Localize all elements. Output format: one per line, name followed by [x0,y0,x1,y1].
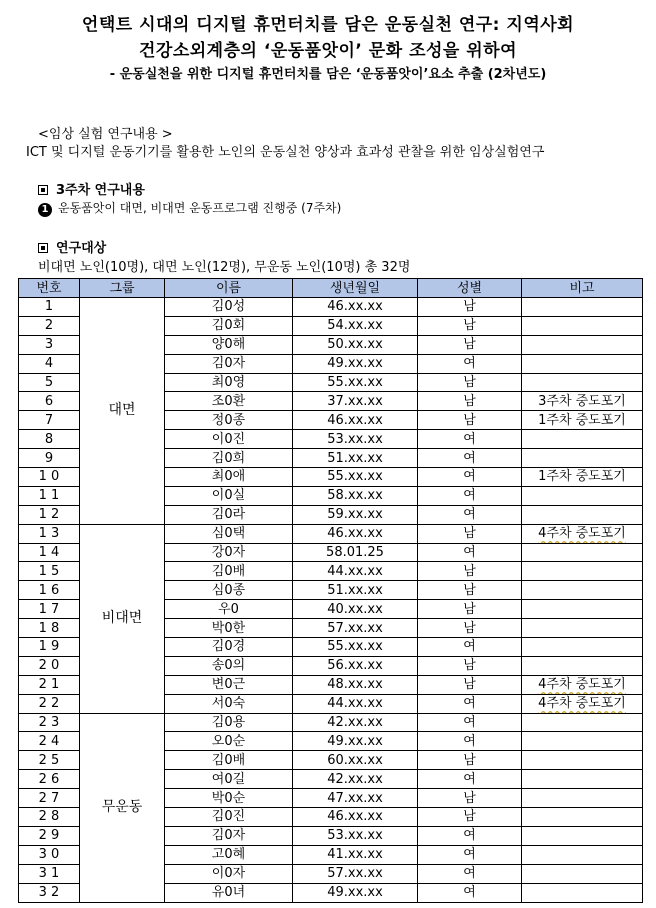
cell-birth: 49.xx.xx [293,883,418,902]
square-bullet-icon [38,243,48,253]
cell-note [522,562,643,581]
cell-sex: 여 [418,430,522,449]
cell-name: 강0자 [165,543,293,562]
cell-sex: 여 [418,864,522,883]
cell-number: 2 [19,316,80,335]
week-item: 1 운동품앗이 대면, 비대면 운동프로그램 진행중 (7주차) [38,199,341,217]
target-text: 비대면 노인(10명), 대면 노인(12명), 무운동 노인(10명) 총 32명 [38,260,411,275]
cell-sex: 여 [418,638,522,657]
cell-note [522,808,643,827]
cell-birth: 57.xx.xx [293,619,418,638]
numbered-circle-icon: 1 [38,203,52,217]
cell-name: 송0의 [165,656,293,675]
cell-name: 여0길 [165,770,293,789]
cell-name: 조0환 [165,392,293,411]
cell-name: 김0라 [165,505,293,524]
cell-note [522,864,643,883]
document-title-line2: 건강소외계층의 ‘운동품앗이’ 문화 조성을 위하여 [138,41,518,61]
cell-birth: 44.xx.xx [293,694,418,713]
cell-number: 2 1 [19,675,80,694]
cell-note [522,505,643,524]
table-row [19,524,643,543]
cell-number: 2 5 [19,751,80,770]
cell-number: 2 0 [19,656,80,675]
cell-number: 9 [19,449,80,468]
cell-name: 김0배 [165,751,293,770]
cell-note [522,486,643,505]
cell-number: 3 1 [19,864,80,883]
cell-birth: 46.xx.xx [293,808,418,827]
cell-birth: 41.xx.xx [293,845,418,864]
cell-birth: 58.xx.xx [293,486,418,505]
cell-number: 2 7 [19,789,80,808]
cell-note [522,656,643,675]
cell-sex: 남 [418,675,522,694]
cell-birth: 46.xx.xx [293,298,418,317]
cell-birth: 42.xx.xx [293,713,418,732]
cell-birth: 60.xx.xx [293,751,418,770]
cell-name: 김0자 [165,354,293,373]
cell-birth: 51.xx.xx [293,581,418,600]
cell-name: 김0경 [165,638,293,657]
cell-number: 2 4 [19,732,80,751]
cell-birth: 53.xx.xx [293,430,418,449]
cell-note [522,430,643,449]
cell-sex: 여 [418,449,522,468]
cell-sex: 여 [418,543,522,562]
cell-sex: 남 [418,392,522,411]
cell-number: 1 1 [19,486,80,505]
cell-sex: 여 [418,826,522,845]
cell-note [522,883,643,902]
cell-sex: 남 [418,808,522,827]
cell-birth: 40.xx.xx [293,600,418,619]
cell-name: 박0순 [165,789,293,808]
cell-sex: 여 [418,770,522,789]
cell-sex: 여 [418,732,522,751]
cell-number: 2 9 [19,826,80,845]
cell-note: 4주차 중도포기 [522,694,643,713]
cell-name: 김0성 [165,298,293,317]
document-title-line1: 언택트 시대의 디지털 휴먼터치를 담은 운동실천 연구: 지역사회 [81,15,575,35]
cell-number: 5 [19,373,80,392]
cell-note [522,789,643,808]
cell-birth: 59.xx.xx [293,505,418,524]
week-heading: 3주차 연구내용 [38,179,145,198]
cell-note [522,449,643,468]
cell-number: 1 7 [19,600,80,619]
cell-name: 김0회 [165,316,293,335]
cell-number: 2 2 [19,694,80,713]
cell-birth: 44.xx.xx [293,562,418,581]
cell-name: 고0혜 [165,845,293,864]
cell-sex: 여 [418,354,522,373]
cell-birth: 46.xx.xx [293,524,418,543]
cell-note [522,751,643,770]
cell-sex: 남 [418,562,522,581]
clinical-text: ICT 및 디지털 운동기기를 활용한 노인의 운동실천 양상과 효과성 관찰을 위한 임상실험연구 [26,145,545,160]
cell-number: 1 6 [19,581,80,600]
cell-number: 1 3 [19,524,80,543]
cell-sex: 남 [418,316,522,335]
cell-number: 2 8 [19,808,80,827]
cell-birth: 56.xx.xx [293,656,418,675]
cell-number: 4 [19,354,80,373]
cell-note [522,354,643,373]
cell-sex: 여 [418,845,522,864]
subject-table [18,278,643,903]
cell-sex: 남 [418,411,522,430]
clinical-heading: <임상 실험 연구내용 > [38,127,173,142]
cell-sex: 남 [418,656,522,675]
cell-name: 김0희 [165,449,293,468]
table-row [19,713,643,732]
cell-name: 심0택 [165,524,293,543]
cell-name: 이0자 [165,864,293,883]
square-bullet-icon [38,185,48,195]
table-row [19,298,643,317]
cell-sex: 여 [418,883,522,902]
cell-number: 8 [19,430,80,449]
cell-note [522,316,643,335]
cell-birth: 49.xx.xx [293,732,418,751]
cell-name: 박0한 [165,619,293,638]
cell-note [522,845,643,864]
cell-note: 3주차 중도포기 [522,392,643,411]
cell-birth: 53.xx.xx [293,826,418,845]
cell-note [522,619,643,638]
header-birth: 생년월일 [293,279,418,298]
header-group: 그룹 [80,279,165,298]
cell-note: 1주차 중도포기 [522,468,643,487]
cell-sex: 여 [418,486,522,505]
cell-sex: 여 [418,505,522,524]
cell-number: 3 0 [19,845,80,864]
cell-number: 1 5 [19,562,80,581]
cell-name: 최0영 [165,373,293,392]
cell-sex: 여 [418,468,522,487]
cell-name: 김0진 [165,808,293,827]
cell-sex: 여 [418,713,522,732]
cell-birth: 50.xx.xx [293,335,418,354]
cell-birth: 37.xx.xx [293,392,418,411]
cell-sex: 남 [418,581,522,600]
cell-number: 3 [19,335,80,354]
cell-note [522,732,643,751]
cell-name: 양0해 [165,335,293,354]
cell-birth: 51.xx.xx [293,449,418,468]
cell-name: 유0녀 [165,883,293,902]
cell-sex: 남 [418,524,522,543]
cell-number: 2 6 [19,770,80,789]
cell-group: 무운동 [80,713,165,902]
cell-note: 4주차 중도포기 [522,524,643,543]
target-heading: 연구대상 [38,237,106,256]
cell-sex: 남 [418,335,522,354]
cell-number: 1 2 [19,505,80,524]
cell-sex: 남 [418,789,522,808]
cell-number: 1 9 [19,638,80,657]
cell-note [522,543,643,562]
cell-note [522,335,643,354]
cell-name: 심0종 [165,581,293,600]
cell-birth: 55.xx.xx [293,468,418,487]
cell-birth: 55.xx.xx [293,638,418,657]
cell-number: 1 0 [19,468,80,487]
cell-name: 최0애 [165,468,293,487]
cell-number: 2 3 [19,713,80,732]
cell-name: 변0근 [165,675,293,694]
cell-name: 김0배 [165,562,293,581]
header-name: 이름 [165,279,293,298]
cell-note [522,826,643,845]
cell-note [522,298,643,317]
cell-note [522,600,643,619]
cell-note [522,638,643,657]
cell-name: 김0자 [165,826,293,845]
cell-note [522,373,643,392]
cell-birth: 57.xx.xx [293,864,418,883]
cell-number: 6 [19,392,80,411]
header-number: 번호 [19,279,80,298]
cell-note: 1주차 중도포기 [522,411,643,430]
cell-name: 오0순 [165,732,293,751]
cell-sex: 남 [418,619,522,638]
header-note: 비고 [522,279,643,298]
cell-note: 4주차 중도포기 [522,675,643,694]
cell-name: 서0숙 [165,694,293,713]
cell-number: 7 [19,411,80,430]
cell-number: 1 [19,298,80,317]
cell-number: 1 4 [19,543,80,562]
cell-name: 우0 [165,600,293,619]
cell-note [522,713,643,732]
cell-birth: 42.xx.xx [293,770,418,789]
cell-birth: 48.xx.xx [293,675,418,694]
cell-group: 대면 [80,298,165,525]
cell-sex: 남 [418,298,522,317]
cell-birth: 46.xx.xx [293,411,418,430]
cell-sex: 여 [418,694,522,713]
cell-number: 1 8 [19,619,80,638]
cell-birth: 47.xx.xx [293,789,418,808]
cell-sex: 남 [418,373,522,392]
cell-sex: 남 [418,600,522,619]
cell-name: 김0용 [165,713,293,732]
cell-name: 이0실 [165,486,293,505]
cell-note [522,581,643,600]
cell-birth: 58.01.25 [293,543,418,562]
table-header-row [19,279,643,298]
cell-birth: 55.xx.xx [293,373,418,392]
document-subtitle: - 운동실천을 위한 디지털 휴먼터치를 담은 ‘운동품앗이’요소 추출 (2차년도) [109,67,547,82]
header-sex: 성별 [418,279,522,298]
cell-birth: 49.xx.xx [293,354,418,373]
cell-number: 3 2 [19,883,80,902]
cell-sex: 남 [418,751,522,770]
cell-birth: 54.xx.xx [293,316,418,335]
cell-group: 비대면 [80,524,165,713]
cell-note [522,770,643,789]
cell-name: 정0종 [165,411,293,430]
cell-name: 이0진 [165,430,293,449]
